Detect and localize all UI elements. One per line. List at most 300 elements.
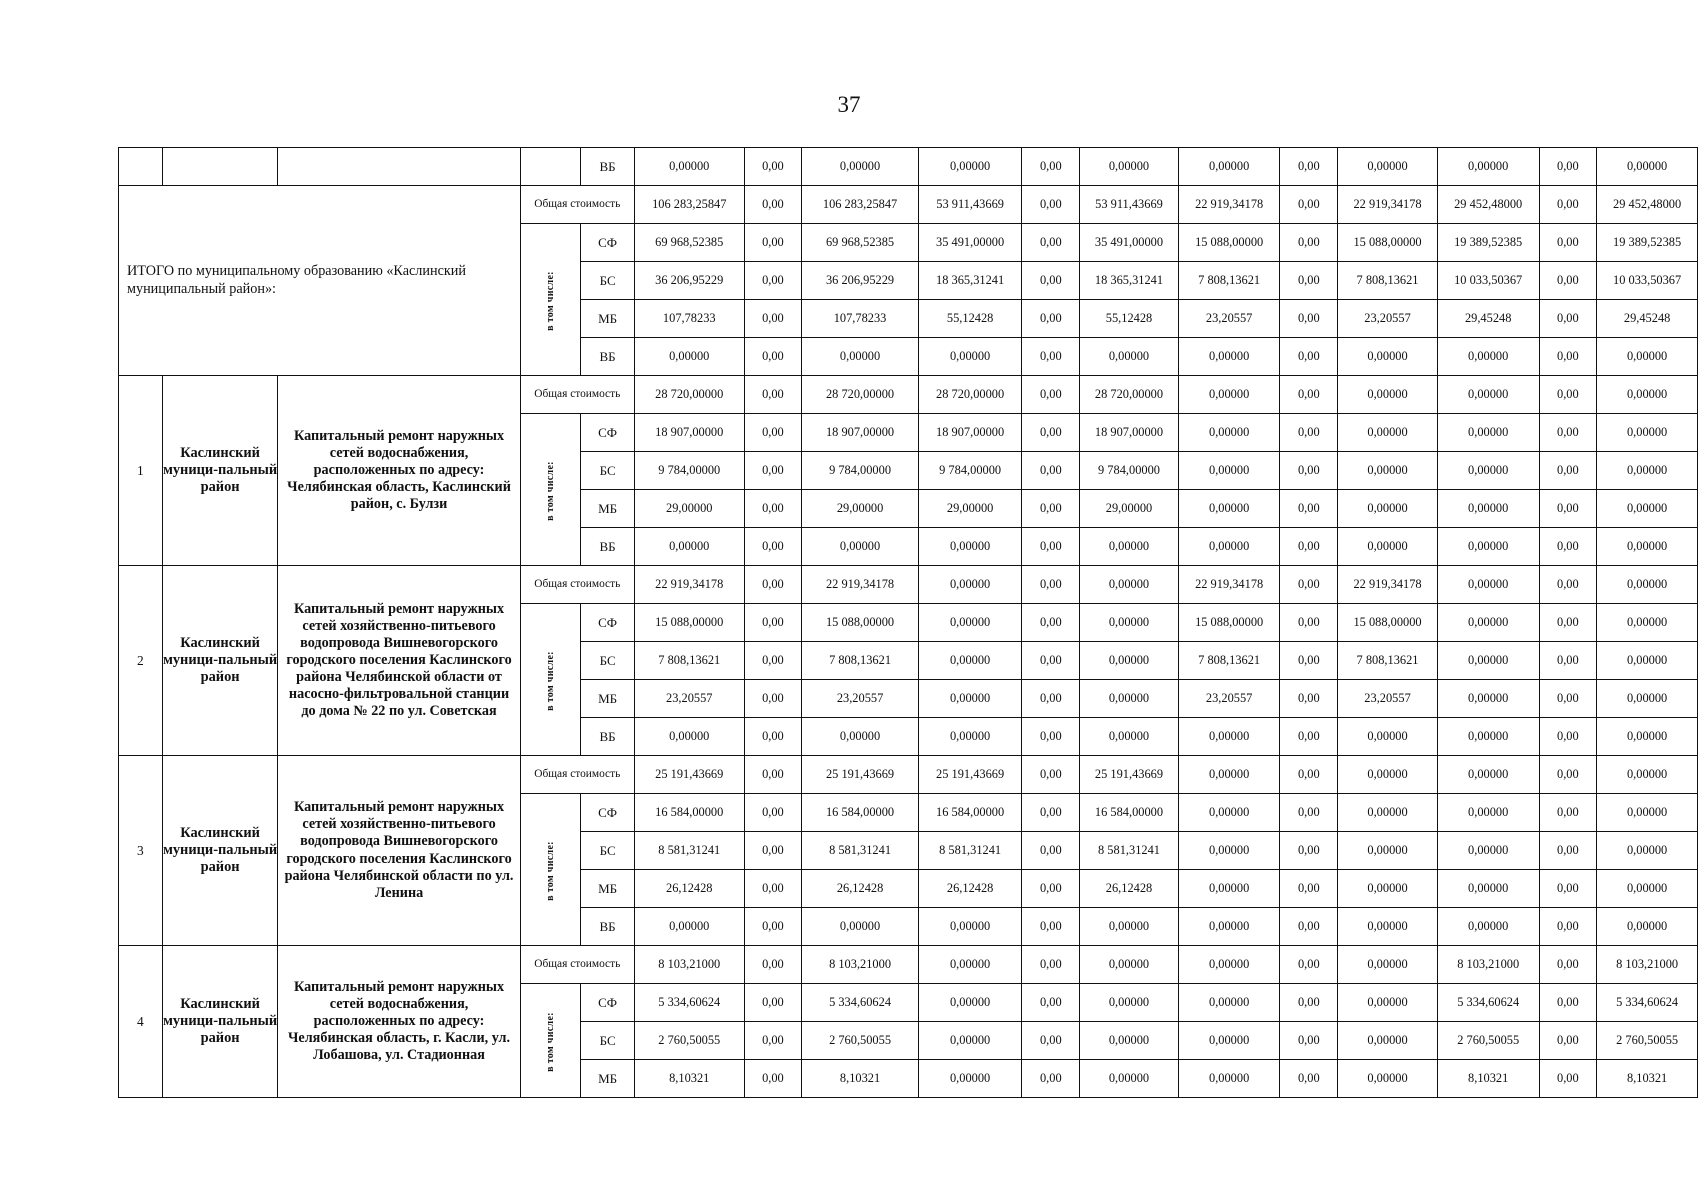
value-cell: 0,00 <box>1539 490 1597 528</box>
value-cell: 0,00000 <box>1437 604 1539 642</box>
value-cell: 0,00 <box>744 908 802 946</box>
value-cell: 0,00 <box>744 224 802 262</box>
value-cell: 0,00 <box>744 186 802 224</box>
value-cell: 0,00000 <box>1437 452 1539 490</box>
value-cell: 0,00000 <box>1178 490 1280 528</box>
value-cell: 36 206,95229 <box>802 262 919 300</box>
value-cell: 0,00 <box>1539 1022 1597 1060</box>
value-cell: 0,00 <box>1280 528 1338 566</box>
value-cell: 9 784,00000 <box>1080 452 1179 490</box>
value-cell: 0,00 <box>744 376 802 414</box>
value-cell: 22 919,34178 <box>1178 186 1280 224</box>
value-cell: 23,20557 <box>1178 300 1280 338</box>
value-cell: 7 808,13621 <box>1338 262 1438 300</box>
value-cell: 0,00000 <box>918 604 1022 642</box>
value-cell: 0,00 <box>1022 148 1080 186</box>
value-cell: 0,00000 <box>1338 148 1438 186</box>
value-cell: 0,00000 <box>1178 984 1280 1022</box>
including-label: в том числе: <box>544 271 556 331</box>
value-cell: 0,00 <box>1022 376 1080 414</box>
value-cell: 18 907,00000 <box>1080 414 1179 452</box>
value-cell: 0,00 <box>1280 414 1338 452</box>
value-cell: 0,00000 <box>1338 528 1438 566</box>
value-cell: 0,00000 <box>802 338 919 376</box>
fin-source-cell: МБ <box>581 300 635 338</box>
value-cell: 0,00000 <box>918 984 1022 1022</box>
value-cell: 36 206,95229 <box>634 262 744 300</box>
value-cell: 0,00 <box>1280 186 1338 224</box>
value-cell: 0,00 <box>1539 262 1597 300</box>
table-row <box>119 756 1698 794</box>
fin-source-cell: БС <box>581 262 635 300</box>
municipality-cell: Каслинский муници-пальный район <box>162 566 278 756</box>
value-cell: 0,00 <box>1280 566 1338 604</box>
value-cell: 29,00000 <box>802 490 919 528</box>
value-cell: 8,10321 <box>1437 1060 1539 1098</box>
value-cell: 0,00000 <box>1338 1060 1438 1098</box>
value-cell: 8 581,31241 <box>802 832 919 870</box>
fin-source-cell: БС <box>581 642 635 680</box>
value-cell: 0,00 <box>1539 338 1597 376</box>
value-cell: 2 760,50055 <box>1597 1022 1698 1060</box>
value-cell: 26,12428 <box>634 870 744 908</box>
value-cell: 0,00 <box>1539 186 1597 224</box>
value-cell: 15 088,00000 <box>802 604 919 642</box>
fin-source-cell: МБ <box>581 870 635 908</box>
fin-source-cell: ВБ <box>581 908 635 946</box>
value-cell: 0,00 <box>744 604 802 642</box>
value-cell: 0,00000 <box>918 566 1022 604</box>
fin-source-cell: Общая стоимость <box>520 186 634 224</box>
value-cell: 0,00 <box>1022 224 1080 262</box>
value-cell: 7 808,13621 <box>1178 642 1280 680</box>
including-label-cell <box>520 794 581 946</box>
value-cell: 0,00000 <box>1437 490 1539 528</box>
value-cell: 0,00000 <box>1437 414 1539 452</box>
value-cell: 16 584,00000 <box>1080 794 1179 832</box>
total-title-cell: ИТОГО по муниципальному образованию «Каслинский муниципальный район»: <box>119 186 521 376</box>
value-cell: 0,00 <box>1280 224 1338 262</box>
value-cell: 0,00000 <box>1437 794 1539 832</box>
value-cell: 0,00 <box>744 832 802 870</box>
value-cell: 0,00000 <box>1338 452 1438 490</box>
value-cell: 18 907,00000 <box>802 414 919 452</box>
num-cell <box>119 148 163 186</box>
value-cell: 0,00 <box>1539 756 1597 794</box>
including-label-cell <box>520 224 581 376</box>
value-cell: 0,00 <box>744 794 802 832</box>
value-cell: 69 968,52385 <box>802 224 919 262</box>
value-cell: 5 334,60624 <box>634 984 744 1022</box>
value-cell: 0,00 <box>1022 604 1080 642</box>
table-body <box>119 148 1698 1098</box>
value-cell: 0,00 <box>1539 566 1597 604</box>
value-cell: 0,00 <box>1539 946 1597 984</box>
value-cell: 8 103,21000 <box>802 946 919 984</box>
fin-source-cell: СФ <box>581 224 635 262</box>
value-cell: 0,00 <box>1280 984 1338 1022</box>
value-cell: 0,00 <box>1539 832 1597 870</box>
value-cell: 8,10321 <box>1597 1060 1698 1098</box>
value-cell: 0,00 <box>1022 946 1080 984</box>
value-cell: 0,00000 <box>1597 414 1698 452</box>
value-cell: 9 784,00000 <box>634 452 744 490</box>
value-cell: 0,00000 <box>1437 680 1539 718</box>
value-cell: 0,00000 <box>1178 1022 1280 1060</box>
fin-source-cell: Общая стоимость <box>520 946 634 984</box>
value-cell: 0,00 <box>1539 870 1597 908</box>
value-cell: 0,00 <box>1280 642 1338 680</box>
value-cell: 28 720,00000 <box>1080 376 1179 414</box>
value-cell: 0,00 <box>1022 794 1080 832</box>
value-cell: 0,00 <box>744 870 802 908</box>
value-cell: 2 760,50055 <box>634 1022 744 1060</box>
value-cell: 0,00000 <box>1178 338 1280 376</box>
value-cell: 0,00 <box>1280 452 1338 490</box>
value-cell: 0,00000 <box>1437 832 1539 870</box>
value-cell: 0,00 <box>744 1060 802 1098</box>
value-cell: 10 033,50367 <box>1597 262 1698 300</box>
value-cell: 0,00000 <box>1338 756 1438 794</box>
value-cell: 29 452,48000 <box>1597 186 1698 224</box>
value-cell: 0,00 <box>1280 604 1338 642</box>
value-cell: 0,00 <box>1022 908 1080 946</box>
value-cell: 0,00000 <box>1597 338 1698 376</box>
value-cell: 29,00000 <box>918 490 1022 528</box>
value-cell: 0,00000 <box>1178 718 1280 756</box>
value-cell: 0,00000 <box>918 946 1022 984</box>
value-cell: 0,00 <box>1280 756 1338 794</box>
value-cell: 0,00000 <box>1597 376 1698 414</box>
value-cell: 0,00000 <box>1338 870 1438 908</box>
value-cell: 0,00 <box>1022 452 1080 490</box>
fin-source-cell: Общая стоимость <box>520 376 634 414</box>
including-label-cell <box>520 414 581 566</box>
value-cell: 0,00 <box>1539 604 1597 642</box>
value-cell: 0,00000 <box>1597 794 1698 832</box>
fin-source-cell: ВБ <box>581 718 635 756</box>
value-cell: 0,00 <box>1539 414 1597 452</box>
value-cell: 0,00 <box>1022 718 1080 756</box>
value-cell: 0,00000 <box>1178 832 1280 870</box>
value-cell: 0,00 <box>1539 718 1597 756</box>
value-cell: 0,00 <box>744 680 802 718</box>
value-cell: 0,00000 <box>1597 756 1698 794</box>
value-cell: 0,00000 <box>918 1060 1022 1098</box>
including-label-cell <box>520 148 581 186</box>
value-cell: 0,00000 <box>1338 718 1438 756</box>
value-cell: 0,00 <box>1022 984 1080 1022</box>
value-cell: 0,00000 <box>1080 1022 1179 1060</box>
value-cell: 16 584,00000 <box>634 794 744 832</box>
fin-source-cell: Общая стоимость <box>520 566 634 604</box>
value-cell: 16 584,00000 <box>918 794 1022 832</box>
fin-source-cell: ВБ <box>581 338 635 376</box>
value-cell: 0,00 <box>1539 300 1597 338</box>
value-cell: 15 088,00000 <box>1178 224 1280 262</box>
value-cell: 0,00 <box>1280 832 1338 870</box>
fin-source-cell: БС <box>581 1022 635 1060</box>
value-cell: 0,00 <box>744 262 802 300</box>
fin-source-cell: СФ <box>581 794 635 832</box>
value-cell: 0,00000 <box>1080 1060 1179 1098</box>
value-cell: 53 911,43669 <box>1080 186 1179 224</box>
fin-source-cell: БС <box>581 452 635 490</box>
value-cell: 0,00000 <box>1597 604 1698 642</box>
value-cell: 29,00000 <box>1080 490 1179 528</box>
value-cell: 0,00000 <box>1080 680 1179 718</box>
value-cell: 0,00000 <box>1437 148 1539 186</box>
including-label: в том числе: <box>544 1012 556 1072</box>
fin-source-cell: СФ <box>581 414 635 452</box>
value-cell: 18 365,31241 <box>1080 262 1179 300</box>
table-row <box>119 148 1698 186</box>
municipality-cell: Каслинский муници-пальный район <box>162 376 278 566</box>
value-cell: 5 334,60624 <box>1597 984 1698 1022</box>
value-cell: 0,00000 <box>1080 604 1179 642</box>
value-cell: 29 452,48000 <box>1437 186 1539 224</box>
value-cell: 53 911,43669 <box>918 186 1022 224</box>
value-cell: 0,00000 <box>918 642 1022 680</box>
budget-table <box>118 147 1698 1098</box>
fin-source-cell: ВБ <box>581 148 635 186</box>
value-cell: 29,45248 <box>1437 300 1539 338</box>
value-cell: 0,00 <box>1280 148 1338 186</box>
value-cell: 0,00 <box>744 946 802 984</box>
value-cell: 107,78233 <box>802 300 919 338</box>
value-cell: 0,00000 <box>1597 718 1698 756</box>
value-cell: 5 334,60624 <box>1437 984 1539 1022</box>
value-cell: 0,00000 <box>1080 642 1179 680</box>
value-cell: 0,00000 <box>1080 946 1179 984</box>
municipality-cell: Каслинский муници-пальный район <box>162 756 278 946</box>
value-cell: 15 088,00000 <box>1178 604 1280 642</box>
including-label: в том числе: <box>544 651 556 711</box>
value-cell: 0,00 <box>744 338 802 376</box>
num-cell: 3 <box>119 756 163 946</box>
value-cell: 0,00 <box>1539 984 1597 1022</box>
value-cell: 0,00000 <box>1338 1022 1438 1060</box>
value-cell: 0,00000 <box>1597 490 1698 528</box>
value-cell: 15 088,00000 <box>1338 224 1438 262</box>
value-cell: 0,00000 <box>1437 376 1539 414</box>
value-cell: 0,00 <box>1539 1060 1597 1098</box>
value-cell: 7 808,13621 <box>1178 262 1280 300</box>
value-cell: 0,00000 <box>1338 376 1438 414</box>
fin-source-cell: МБ <box>581 1060 635 1098</box>
value-cell: 25 191,43669 <box>634 756 744 794</box>
value-cell: 28 720,00000 <box>802 376 919 414</box>
value-cell: 0,00000 <box>1080 566 1179 604</box>
value-cell: 0,00000 <box>1597 528 1698 566</box>
value-cell: 55,12428 <box>918 300 1022 338</box>
value-cell: 0,00000 <box>802 718 919 756</box>
including-label: в том числе: <box>544 461 556 521</box>
value-cell: 0,00000 <box>634 528 744 566</box>
value-cell: 0,00 <box>1539 224 1597 262</box>
value-cell: 23,20557 <box>1338 680 1438 718</box>
value-cell: 22 919,34178 <box>1178 566 1280 604</box>
value-cell: 0,00 <box>1539 794 1597 832</box>
value-cell: 0,00000 <box>1178 414 1280 452</box>
value-cell: 2 760,50055 <box>802 1022 919 1060</box>
value-cell: 69 968,52385 <box>634 224 744 262</box>
value-cell: 28 720,00000 <box>918 376 1022 414</box>
value-cell: 0,00000 <box>1597 642 1698 680</box>
value-cell: 0,00000 <box>1178 870 1280 908</box>
fin-source-cell: БС <box>581 832 635 870</box>
value-cell: 0,00000 <box>918 908 1022 946</box>
value-cell: 0,00000 <box>1597 680 1698 718</box>
object-cell: Капитальный ремонт наружных сетей водоснабжения, расположенных по адресу: Челябинская область, Каслинский район, с. Булзи <box>278 376 520 566</box>
value-cell: 0,00000 <box>634 718 744 756</box>
object-cell: Капитальный ремонт наружных сетей хозяйственно-питьевого водопровода Вишневогорского городского поселения Каслинского района Челябинской области от насосно-фильтровальной станции до дома № 22 по ул. Советская <box>278 566 520 756</box>
value-cell: 29,00000 <box>634 490 744 528</box>
value-cell: 0,00 <box>1022 186 1080 224</box>
value-cell: 35 491,00000 <box>1080 224 1179 262</box>
value-cell: 26,12428 <box>1080 870 1179 908</box>
value-cell: 0,00000 <box>1178 148 1280 186</box>
value-cell: 0,00 <box>1022 1060 1080 1098</box>
value-cell: 5 334,60624 <box>802 984 919 1022</box>
value-cell: 8 581,31241 <box>1080 832 1179 870</box>
value-cell: 0,00 <box>744 642 802 680</box>
value-cell: 0,00000 <box>1338 338 1438 376</box>
municipality-cell: Каслинский муници-пальный район <box>162 946 278 1098</box>
value-cell: 0,00000 <box>918 1022 1022 1060</box>
value-cell: 0,00000 <box>1338 984 1438 1022</box>
value-cell: 10 033,50367 <box>1437 262 1539 300</box>
value-cell: 0,00 <box>1539 642 1597 680</box>
value-cell: 0,00 <box>1280 338 1338 376</box>
value-cell: 25 191,43669 <box>918 756 1022 794</box>
value-cell: 0,00 <box>1539 528 1597 566</box>
value-cell: 0,00000 <box>1437 718 1539 756</box>
value-cell: 2 760,50055 <box>1437 1022 1539 1060</box>
value-cell: 35 491,00000 <box>918 224 1022 262</box>
value-cell: 0,00000 <box>1178 528 1280 566</box>
value-cell: 0,00000 <box>918 680 1022 718</box>
value-cell: 8 103,21000 <box>634 946 744 984</box>
value-cell: 0,00 <box>744 452 802 490</box>
value-cell: 0,00 <box>1280 794 1338 832</box>
value-cell: 0,00 <box>1022 262 1080 300</box>
fin-source-cell: Общая стоимость <box>520 756 634 794</box>
num-cell: 2 <box>119 566 163 756</box>
municipality-cell <box>162 148 278 186</box>
value-cell: 0,00000 <box>1080 338 1179 376</box>
value-cell: 0,00 <box>744 490 802 528</box>
value-cell: 0,00000 <box>1080 984 1179 1022</box>
value-cell: 0,00 <box>1539 148 1597 186</box>
value-cell: 0,00000 <box>1597 452 1698 490</box>
value-cell: 0,00 <box>1280 1060 1338 1098</box>
value-cell: 0,00 <box>744 414 802 452</box>
value-cell: 0,00000 <box>1597 148 1698 186</box>
value-cell: 22 919,34178 <box>634 566 744 604</box>
value-cell: 0,00000 <box>1178 756 1280 794</box>
value-cell: 0,00000 <box>1437 756 1539 794</box>
value-cell: 0,00 <box>1280 718 1338 756</box>
value-cell: 8 103,21000 <box>1597 946 1698 984</box>
value-cell: 8 581,31241 <box>918 832 1022 870</box>
value-cell: 0,00 <box>1022 414 1080 452</box>
value-cell: 0,00 <box>1539 376 1597 414</box>
value-cell: 0,00000 <box>802 908 919 946</box>
value-cell: 8 103,21000 <box>1437 946 1539 984</box>
value-cell: 9 784,00000 <box>918 452 1022 490</box>
value-cell: 0,00 <box>744 718 802 756</box>
fin-source-cell: МБ <box>581 680 635 718</box>
value-cell: 0,00000 <box>802 148 919 186</box>
value-cell: 0,00000 <box>918 148 1022 186</box>
value-cell: 0,00000 <box>918 718 1022 756</box>
table-row <box>119 376 1698 414</box>
value-cell: 0,00 <box>1022 642 1080 680</box>
value-cell: 26,12428 <box>918 870 1022 908</box>
value-cell: 0,00000 <box>634 338 744 376</box>
value-cell: 0,00 <box>1022 832 1080 870</box>
value-cell: 0,00000 <box>1178 908 1280 946</box>
value-cell: 0,00 <box>744 300 802 338</box>
value-cell: 7 808,13621 <box>1338 642 1438 680</box>
value-cell: 0,00000 <box>1597 566 1698 604</box>
value-cell: 0,00000 <box>802 528 919 566</box>
fin-source-cell: СФ <box>581 604 635 642</box>
object-cell: Капитальный ремонт наружных сетей хозяйственно-питьевого водопровода Вишневогорского городского поселения Каслинского района Челябинской области по ул. Ленина <box>278 756 520 946</box>
value-cell: 7 808,13621 <box>802 642 919 680</box>
object-cell <box>278 148 520 186</box>
value-cell: 106 283,25847 <box>802 186 919 224</box>
including-label-cell <box>520 984 581 1098</box>
value-cell: 0,00000 <box>1178 1060 1280 1098</box>
value-cell: 0,00 <box>1022 680 1080 718</box>
value-cell: 0,00 <box>744 566 802 604</box>
value-cell: 22 919,34178 <box>1338 186 1438 224</box>
value-cell: 0,00000 <box>1080 528 1179 566</box>
value-cell: 15 088,00000 <box>1338 604 1438 642</box>
value-cell: 0,00 <box>1280 908 1338 946</box>
including-label-cell <box>520 604 581 756</box>
value-cell: 0,00000 <box>1178 946 1280 984</box>
value-cell: 0,00000 <box>634 908 744 946</box>
value-cell: 0,00 <box>1280 680 1338 718</box>
value-cell: 0,00000 <box>1437 642 1539 680</box>
value-cell: 18 907,00000 <box>918 414 1022 452</box>
value-cell: 16 584,00000 <box>802 794 919 832</box>
value-cell: 18 907,00000 <box>634 414 744 452</box>
value-cell: 0,00000 <box>1080 148 1179 186</box>
object-cell: Капитальный ремонт наружных сетей водоснабжения, расположенных по адресу: Челябинская область, г. Касли, ул. Лобашова, ул. Стадионная <box>278 946 520 1098</box>
value-cell: 0,00 <box>1539 452 1597 490</box>
num-cell: 1 <box>119 376 163 566</box>
value-cell: 8,10321 <box>634 1060 744 1098</box>
value-cell: 23,20557 <box>634 680 744 718</box>
value-cell: 107,78233 <box>634 300 744 338</box>
value-cell: 0,00 <box>1280 376 1338 414</box>
including-label: в том числе: <box>544 841 556 901</box>
value-cell: 15 088,00000 <box>634 604 744 642</box>
value-cell: 9 784,00000 <box>802 452 919 490</box>
value-cell: 0,00 <box>1022 300 1080 338</box>
value-cell: 23,20557 <box>1338 300 1438 338</box>
value-cell: 0,00000 <box>1338 490 1438 528</box>
value-cell: 19 389,52385 <box>1597 224 1698 262</box>
value-cell: 0,00 <box>1022 1022 1080 1060</box>
table-row <box>119 186 1698 224</box>
value-cell: 0,00 <box>1280 490 1338 528</box>
fin-source-cell: СФ <box>581 984 635 1022</box>
